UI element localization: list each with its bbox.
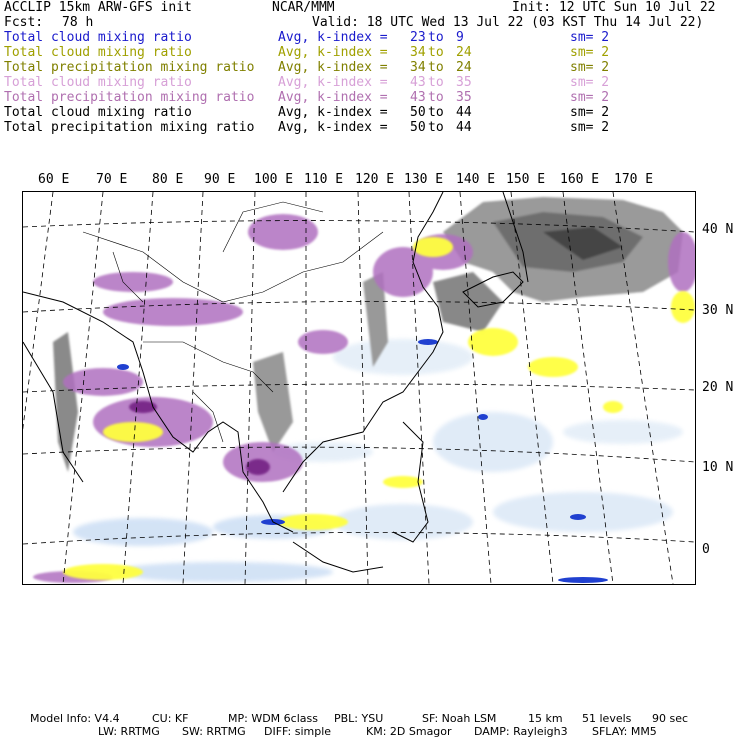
legend-to: to: [428, 60, 444, 75]
legend-sm: sm= 2: [570, 75, 610, 90]
light-cloud-layer: [73, 339, 683, 582]
footer-item: MP: WDM 6class: [228, 712, 318, 725]
legend-row: [4, 90, 736, 105]
longitude-label: 80 E: [152, 172, 184, 187]
footer-item: LW: RRTMG: [98, 725, 160, 738]
longitude-label: 150 E: [506, 172, 546, 187]
footer-item: SFLAY: MM5: [592, 725, 657, 738]
legend-field: Total cloud mixing ratio: [4, 45, 192, 60]
legend-k-to: 9: [456, 30, 464, 45]
legend-k-from: 34: [410, 45, 426, 60]
legend-sm: sm= 2: [570, 30, 610, 45]
legend-k-from: 34: [410, 60, 426, 75]
legend-avg: Avg, k-index =: [278, 60, 388, 75]
legend-sm: sm= 2: [570, 105, 610, 120]
legend-to: to: [428, 120, 444, 135]
legend-row: [4, 60, 736, 75]
legend-field: Total cloud mixing ratio: [4, 30, 192, 45]
legend-field: Total cloud mixing ratio: [4, 75, 192, 90]
legend-avg: Avg, k-index =: [278, 30, 388, 45]
longitude-label: 100 E: [254, 172, 294, 187]
latitude-label: 10 N: [702, 460, 734, 475]
footer-item: 90 sec: [652, 712, 689, 725]
longitude-label: 170 E: [614, 172, 654, 187]
legend-field: Total precipitation mixing ratio: [4, 60, 255, 75]
model-title: ACCLIP 15km ARW-GFS init: [4, 0, 192, 15]
latitude-label: 0: [702, 542, 710, 557]
map-canvas: [23, 192, 695, 584]
legend-k-to: 44: [456, 105, 472, 120]
longitude-label: 160 E: [560, 172, 600, 187]
longitude-label: 70 E: [96, 172, 128, 187]
latitude-label: 20 N: [702, 380, 734, 395]
footer-item: DAMP: Rayleigh3: [474, 725, 568, 738]
legend-to: to: [428, 30, 444, 45]
legend-k-to: 24: [456, 45, 472, 60]
legend-row: [4, 30, 736, 45]
legend-sm: sm= 2: [570, 90, 610, 105]
legend-k-to: 44: [456, 120, 472, 135]
forecast-label: Fcst:: [4, 15, 44, 30]
legend-k-to: 35: [456, 75, 472, 90]
footer-item: PBL: YSU: [334, 712, 384, 725]
weather-map: [22, 191, 696, 585]
legend-sm: sm= 2: [570, 60, 610, 75]
legend-to: to: [428, 90, 444, 105]
footer-item: Model Info: V4.4: [30, 712, 120, 725]
legend-avg: Avg, k-index =: [278, 45, 388, 60]
legend-k-to: 35: [456, 90, 472, 105]
footer-item: CU: KF: [152, 712, 189, 725]
legend-sm: sm= 2: [570, 45, 610, 60]
legend-row: [4, 45, 736, 60]
legend-k-from: 23: [410, 30, 426, 45]
footer-item: 15 km: [528, 712, 563, 725]
legend-k-to: 24: [456, 60, 472, 75]
longitude-label: 140 E: [456, 172, 496, 187]
longitude-label: 60 E: [38, 172, 70, 187]
footer-item: DIFF: simple: [264, 725, 332, 738]
footer-item: KM: 2D Smagor: [366, 725, 452, 738]
legend-avg: Avg, k-index =: [278, 105, 388, 120]
legend-field: Total precipitation mixing ratio: [4, 90, 255, 105]
legend-avg: Avg, k-index =: [278, 90, 388, 105]
legend-row: [4, 105, 736, 120]
legend-to: to: [428, 45, 444, 60]
forecast-hours: 78 h: [62, 15, 94, 30]
legend-field: Total precipitation mixing ratio: [4, 120, 255, 135]
legend-row: [4, 120, 736, 135]
legend-k-from: 50: [410, 105, 426, 120]
legend-field: Total cloud mixing ratio: [4, 105, 192, 120]
legend-sm: sm= 2: [570, 120, 610, 135]
init-time: Init: 12 UTC Sun 10 Jul 22: [512, 0, 716, 15]
legend-k-from: 43: [410, 90, 426, 105]
footer-item: SW: RRTMG: [182, 725, 246, 738]
longitude-label: 130 E: [404, 172, 444, 187]
longitude-label: 90 E: [204, 172, 236, 187]
legend-k-from: 43: [410, 75, 426, 90]
legend-row: [4, 75, 736, 90]
legend-avg: Avg, k-index =: [278, 120, 388, 135]
latitude-label: 40 N: [702, 222, 734, 237]
organization: NCAR/MMM: [272, 0, 335, 15]
longitude-label: 110 E: [304, 172, 344, 187]
longitude-label: 120 E: [355, 172, 395, 187]
legend-to: to: [428, 75, 444, 90]
valid-time: Valid: 18 UTC Wed 13 Jul 22 (03 KST Thu 14 Jul 22): [312, 15, 704, 30]
footer-item: SF: Noah LSM: [422, 712, 497, 725]
legend-k-from: 50: [410, 120, 426, 135]
latitude-label: 30 N: [702, 303, 734, 318]
footer-item: 51 levels: [582, 712, 632, 725]
legend-to: to: [428, 105, 444, 120]
legend-avg: Avg, k-index =: [278, 75, 388, 90]
